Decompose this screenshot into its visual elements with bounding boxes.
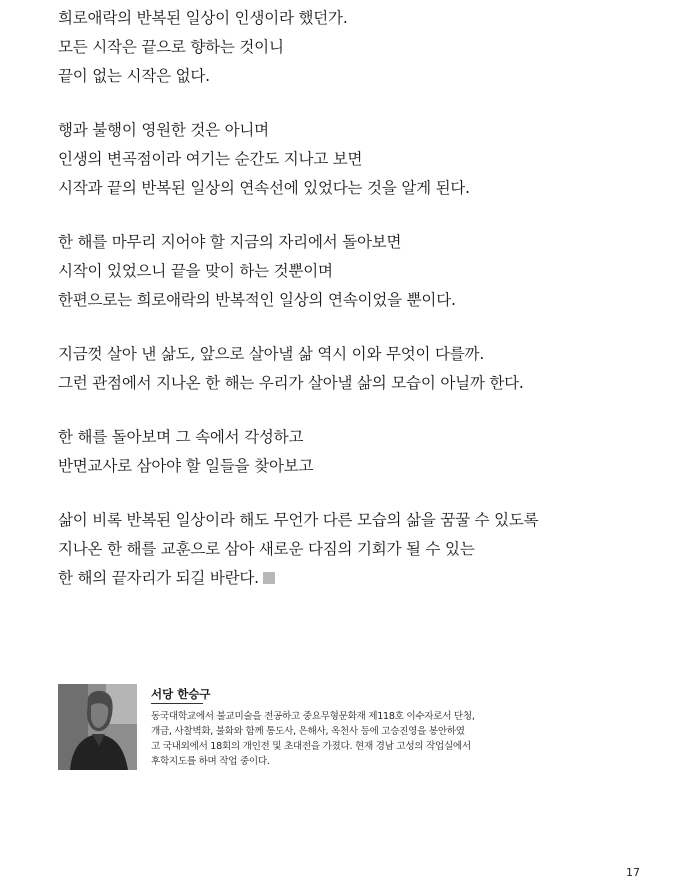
essay-line: 반면교사로 삼아야 할 일들을 찾아보고 [58, 457, 314, 475]
essay-line: 시작과 끝의 반복된 일상의 연속선에 있었다는 것을 알게 된다. [58, 179, 470, 197]
stanza-2 [58, 116, 658, 203]
essay-line: 삶이 비록 반복된 일상이라 해도 무언가 다른 모습의 삶을 꿈꿀 수 있도록 [58, 511, 539, 529]
essay-final-text: 한 해의 끝자리가 되길 바란다. [58, 569, 259, 587]
essay-line: 그런 관점에서 지나온 한 해는 우리가 살아낼 삶의 모습이 아닐까 한다. [58, 374, 524, 392]
stanza-1 [58, 4, 658, 91]
stanza-3 [58, 228, 658, 315]
author-bio [151, 709, 501, 769]
author-photo [58, 684, 137, 770]
essay-line-final [58, 564, 658, 593]
stanza-5 [58, 423, 658, 481]
essay-line: 지나온 한 해를 교훈으로 삼아 새로운 다짐의 기회가 될 수 있는 [58, 540, 475, 558]
essay-line: 희로애락의 반복된 일상이 인생이라 했던가. [58, 9, 348, 27]
essay-line: 한 해를 마무리 지어야 할 지금의 자리에서 돌아보면 [58, 233, 402, 251]
author-portrait-image [58, 684, 137, 770]
author-bio-line: 고 국내외에서 18회의 개인전 및 초대전을 가졌다. 현재 경남 고성의 작업실에서 [151, 741, 471, 752]
author-bio-line: 후학지도를 하며 작업 중이다. [151, 756, 270, 767]
author-name: 서당 한승구 [151, 687, 211, 701]
author-profile [58, 684, 498, 774]
essay-line: 한편으로는 희로애락의 반복적인 일상의 연속이었을 뿐이다. [58, 291, 456, 309]
essay-line: 모든 시작은 끝으로 향하는 것이니 [58, 38, 284, 56]
page-number: 17 [626, 866, 640, 879]
stanza-4 [58, 340, 658, 398]
essay-line: 끝이 없는 시작은 없다. [58, 67, 210, 85]
essay-body [58, 4, 658, 618]
essay-line: 한 해를 돌아보며 그 속에서 각성하고 [58, 428, 304, 446]
essay-line: 지금껏 살아 낸 삶도, 앞으로 살아낼 삶 역시 이와 무엇이 다를까. [58, 345, 485, 363]
essay-line: 행과 불행이 영원한 것은 아니며 [58, 121, 269, 139]
essay-line: 시작이 있었으니 끝을 맞이 하는 것뿐이며 [58, 262, 333, 280]
author-bio-line: 동국대학교에서 불교미술을 전공하고 중요무형문화재 제118호 이수자로서 단청, [151, 711, 475, 722]
author-bio-line: 개금, 사찰벽화, 불화와 함께 통도사, 은해사, 옥천사 등에 고승진영을 봉안하였 [151, 726, 465, 737]
end-mark-icon [263, 572, 275, 584]
stanza-6 [58, 506, 658, 593]
author-name-divider [151, 703, 203, 704]
essay-line: 인생의 변곡점이라 여기는 순간도 지나고 보면 [58, 150, 363, 168]
